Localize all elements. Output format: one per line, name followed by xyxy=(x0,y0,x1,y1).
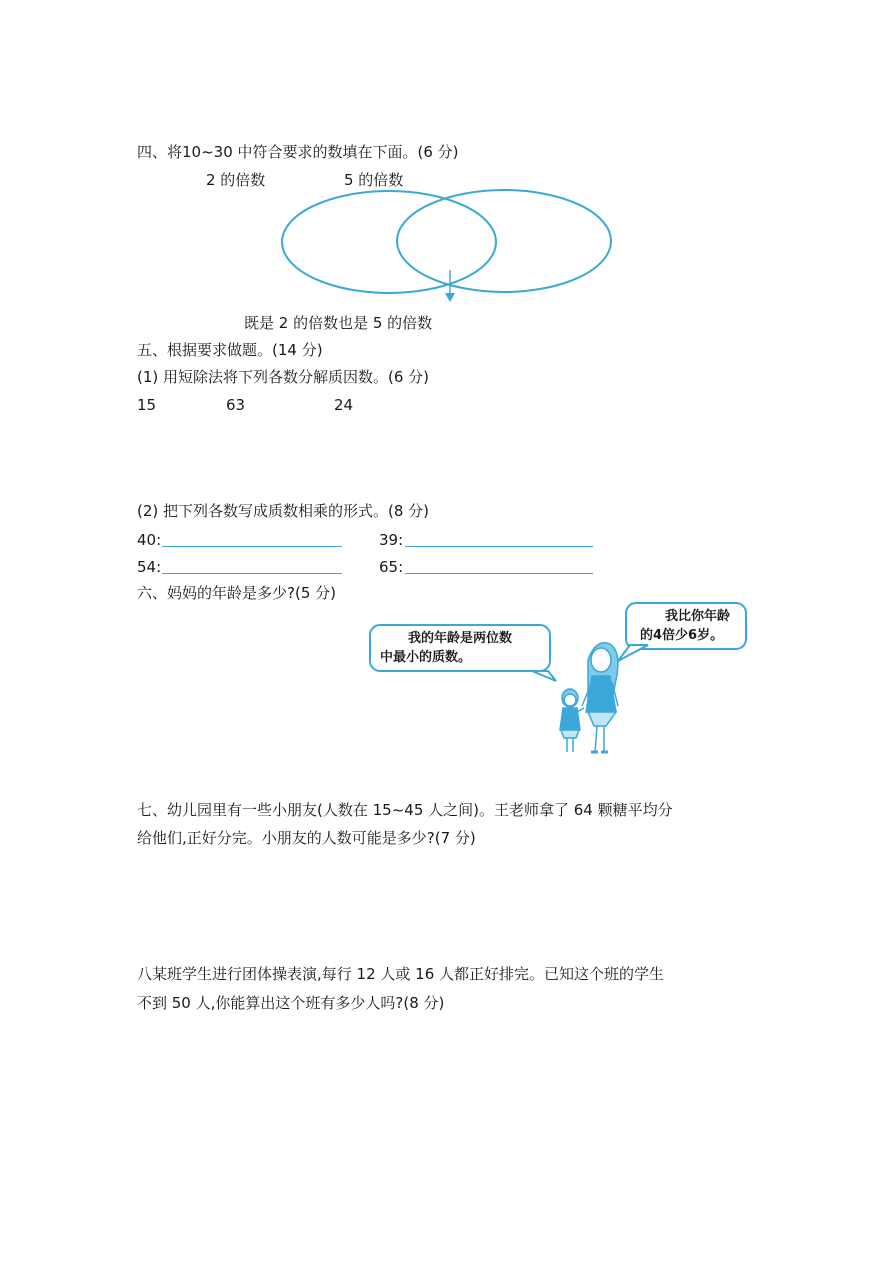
child-speech-line1: 我的年龄是两位数 xyxy=(408,631,513,646)
mother-speech-line2: 的4倍少6岁。 xyxy=(640,628,724,643)
mother-figure xyxy=(582,643,618,752)
answer-line-39[interactable] xyxy=(405,546,593,547)
venn-ellipse-left xyxy=(282,191,496,293)
part2-label-65: 65: xyxy=(379,558,404,576)
venn-arrow-head xyxy=(445,293,455,302)
venn-label-left: 2 的倍数 xyxy=(206,171,266,189)
child-figure xyxy=(560,689,584,752)
section5-part2: (2) 把下列各数写成质数相乘的形式。(8 分) xyxy=(137,502,430,520)
mother-bubble-tail xyxy=(618,645,648,661)
section5-heading: 五、根据要求做题。(14 分) xyxy=(137,341,323,359)
part1-number-15: 15 xyxy=(137,396,157,414)
child-bubble-tail xyxy=(532,671,556,681)
part2-label-54: 54: xyxy=(137,558,162,576)
child-speech-line2: 中最小的质数。 xyxy=(380,650,472,665)
section8-line2: 不到 50 人,你能算出这个班有多少人吗?(8 分) xyxy=(137,994,445,1012)
section5-part1: (1) 用短除法将下列各数分解质因数。(6 分) xyxy=(137,368,430,386)
part2-label-39: 39: xyxy=(379,531,404,549)
section7-line2: 给他们,正好分完。小朋友的人数可能是多少?(7 分) xyxy=(137,829,476,847)
part1-number-24: 24 xyxy=(334,396,354,414)
section8-line1: 八某班学生进行团体操表演,每行 12 人或 16 人都正好排完。已知这个班的学生 xyxy=(137,965,665,983)
part1-number-63: 63 xyxy=(226,396,246,414)
section4-heading: 四、将10~30 中符合要求的数填在下面。(6 分) xyxy=(137,143,459,161)
part2-label-40: 40: xyxy=(137,531,162,549)
venn-ellipse-right xyxy=(397,190,611,292)
answer-line-40[interactable] xyxy=(162,546,342,547)
section7-line1: 七、幼儿园里有一些小朋友(人数在 15~45 人之间)。王老师拿了 64 颗糖平均分 xyxy=(137,801,673,819)
section6-heading: 六、妈妈的年龄是多少?(5 分) xyxy=(137,584,336,602)
venn-label-right: 5 的倍数 xyxy=(344,171,404,189)
answer-line-65[interactable] xyxy=(405,573,593,574)
venn-label-both: 既是 2 的倍数也是 5 的倍数 xyxy=(244,314,433,332)
mother-speech-line1: 我比你年龄 xyxy=(665,609,731,624)
answer-line-54[interactable] xyxy=(162,573,342,574)
